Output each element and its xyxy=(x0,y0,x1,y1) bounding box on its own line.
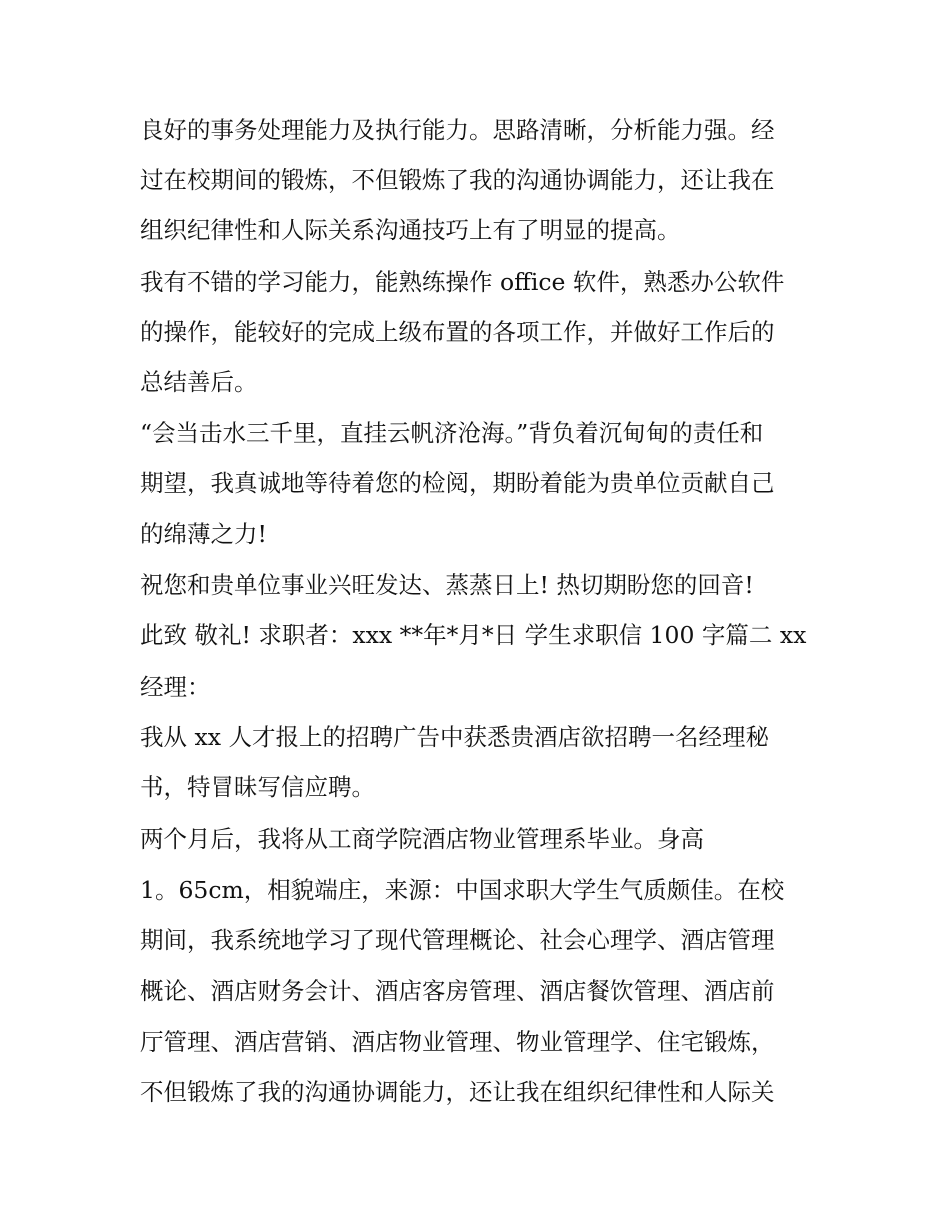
text-line: 1。65cm，相貌端庄，来源：中国求职大学生气质颇佳。在校 xyxy=(140,876,785,904)
text-line: 我有不错的学习能力，能熟练操作 office 软件，熟悉办公软件 xyxy=(140,268,785,296)
text-line: 过在校期间的锻炼，不但锻炼了我的沟通协调能力，还让我在 xyxy=(140,166,775,194)
text-line: 期望，我真诚地等待着您的检阅，期盼着能为贵单位贡献自己 xyxy=(140,469,775,497)
text-line: 厅管理、酒店营销、酒店物业管理、物业管理学、住宅锻炼， xyxy=(140,1028,775,1056)
text-line: “会当击水三千里，直挂云帆济沧海。”背负着沉甸甸的责任和 xyxy=(140,419,764,447)
text-line: 总结善后。 xyxy=(140,368,258,396)
text-line: 不但锻炼了我的沟通协调能力，还让我在组织纪律性和人际关 xyxy=(140,1078,775,1106)
text-line: 经理： xyxy=(140,673,211,701)
text-line: 我从 xx 人才报上的招聘广告中获悉贵酒店欲招聘一名经理秘 xyxy=(140,723,769,751)
text-line: 组织纪律性和人际关系沟通技巧上有了明显的提高。 xyxy=(140,216,681,244)
text-line: 书，特冒昧写信应聘。 xyxy=(140,773,375,801)
text-line: 祝您和贵单位事业兴旺发达、蒸蒸日上! 热切期盼您的回音! xyxy=(140,571,754,599)
text-line: 两个月后，我将从工商学院酒店物业管理系毕业。身高 xyxy=(140,825,704,853)
text-line: 的操作，能较好的完成上级布置的各项工作，并做好工作后的 xyxy=(140,318,775,346)
text-line: 此致 敬礼! 求职者：xxx **年*月*日 学生求职信 100 字篇二 xx xyxy=(140,621,807,649)
text-line: 的绵薄之力! xyxy=(140,520,267,548)
text-line: 概论、酒店财务会计、酒店客房管理、酒店餐饮管理、酒店前 xyxy=(140,977,775,1005)
text-line: 期间，我系统地学习了现代管理概论、社会心理学、酒店管理 xyxy=(140,926,775,954)
text-line: 良好的事务处理能力及执行能力。思路清晰，分析能力强。经 xyxy=(140,116,775,144)
